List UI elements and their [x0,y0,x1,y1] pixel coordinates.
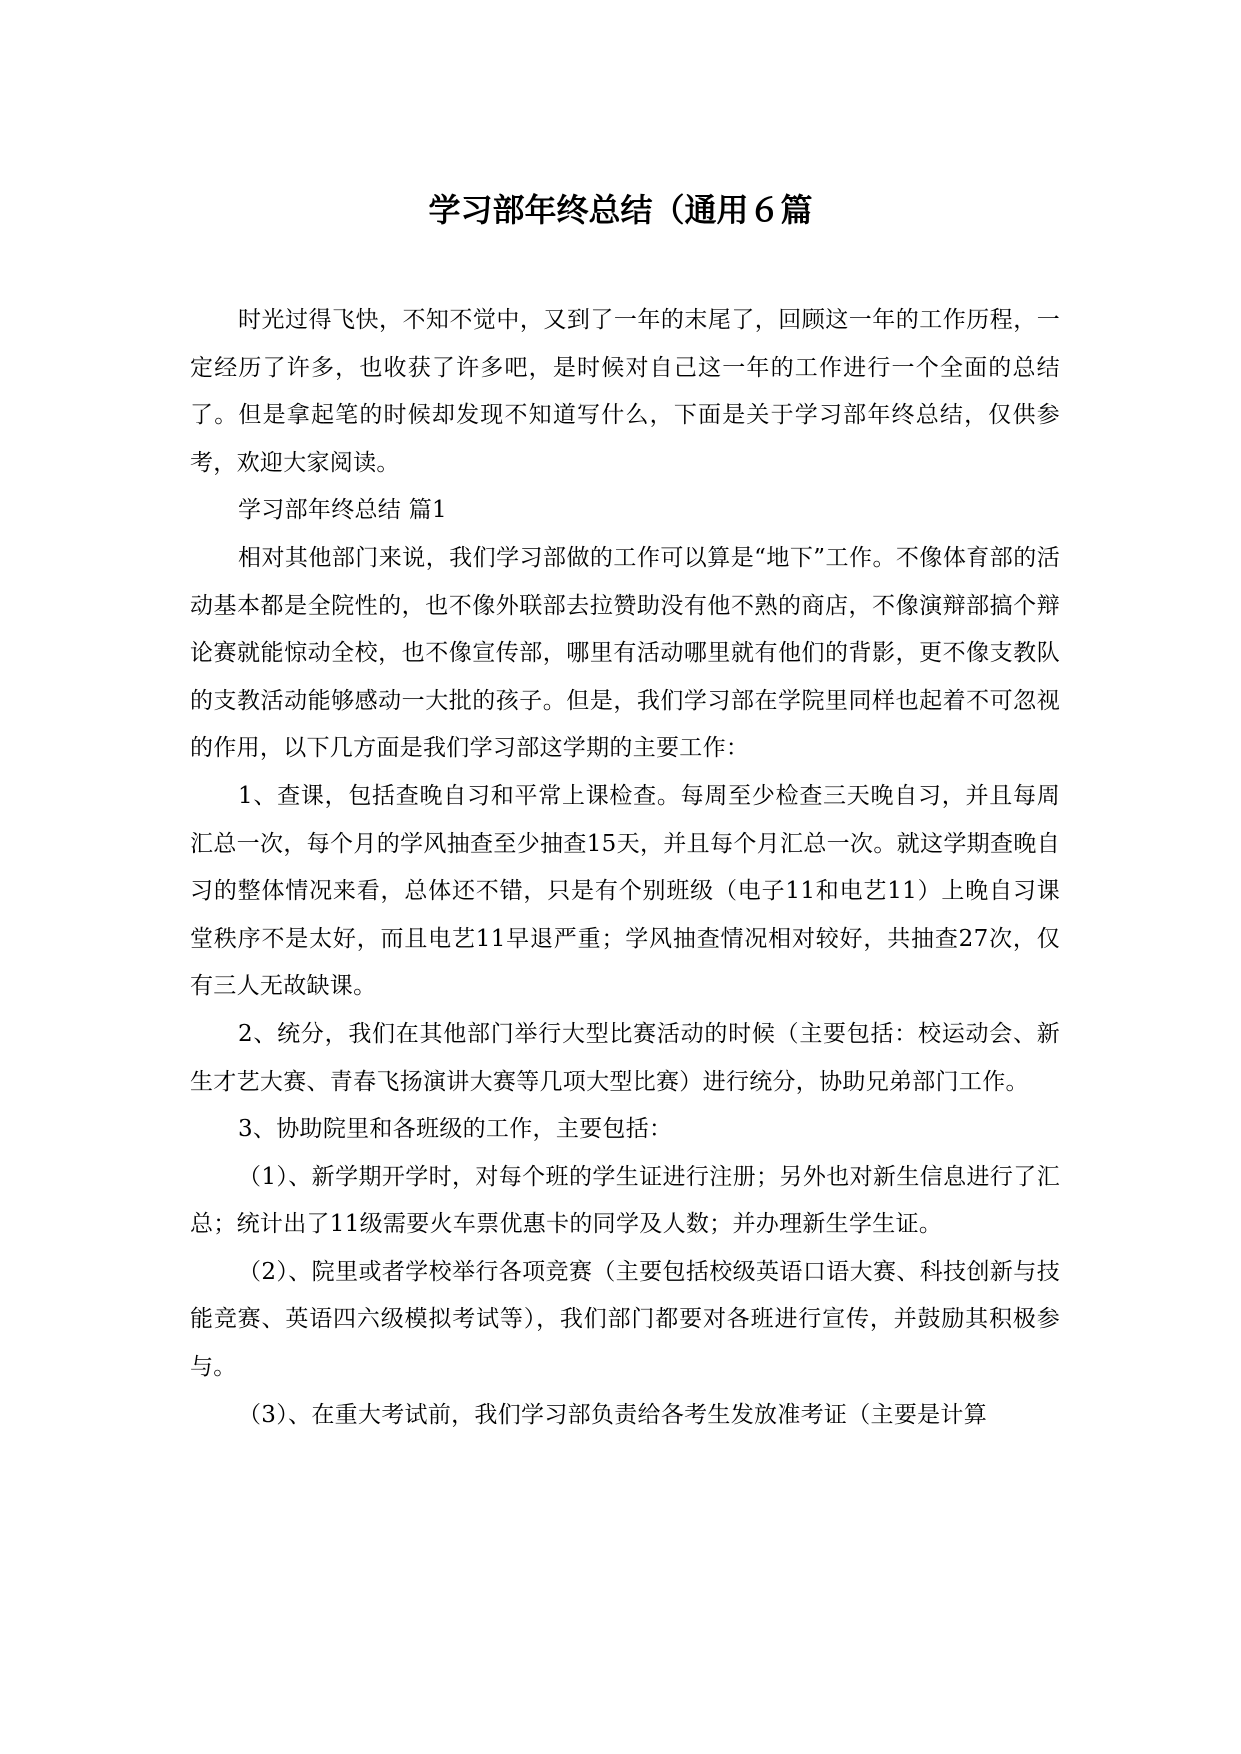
list-item: 3、协助院里和各班级的工作，主要包括： [238,1116,673,1143]
document-body [190,297,1060,1439]
document-title: 学习部年终总结（通用６篇 [428,191,813,229]
list-item: 1、查课，包括查晚自习和平常上课检查。每周至少检查三天晚自习，并且每周汇总一次，每个月的学风抽查至少抽查15天，并且每个月汇总一次。就这学期查晚自习的整体情况来看，总体还不错，只是有个别班级（电子11和电艺11）上晚自习课堂秩序不是太好，而且电艺11早退严重；学风抽查情况相对较好，共抽查27次，仅有三人无故缺课。 [190,782,1060,1000]
sub-list-item: （1）、新学期开学时，对每个班的学生证进行注册；另外也对新生信息进行了汇总；统计出了11级需要火车票优惠卡的同学及人数；并办理新生学生证。 [190,1163,1060,1238]
body-paragraph: 相对其他部门来说，我们学习部做的工作可以算是“地下”工作。不像体育部的活动基本都是全院性的，也不像外联部去拉赞助没有他不熟的商店，不像演辩部搞个辩论赛就能惊动全校，也不像宣传部，哪里有活动哪里就有他们的背影，更不像支教队的支教活动能够感动一大批的孩子。但是，我们学习部在学院里同样也起着不可忽视的作用，以下几方面是我们学习部这学期的主要工作： [190,544,1060,762]
sub-list-item: （3）、在重大考试前，我们学习部负责给各考生发放准考证（主要是计算 [238,1401,988,1428]
intro-paragraph: 时光过得飞快，不知不觉中，又到了一年的末尾了，回顾这一年的工作历程，一定经历了许多，也收获了许多吧，是时候对自己这一年的工作进行一个全面的总结了。但是拿起笔的时候却发现不知道写什么，下面是关于学习部年终总结，仅供参考，欢迎大家阅读。 [190,307,1060,476]
list-item: 2、统分，我们在其他部门举行大型比赛活动的时候（主要包括：校运动会、新生才艺大赛、青春飞扬演讲大赛等几项大型比赛）进行统分，协助兄弟部门工作。 [190,1020,1060,1095]
sub-list-item: （2）、院里或者学校举行各项竞赛（主要包括校级英语口语大赛、科技创新与技能竞赛、英语四六级模拟考试等），我们部门都要对各班进行宣传，并鼓励其积极参与。 [190,1258,1060,1381]
section-heading: 学习部年终总结 篇1 [238,497,447,524]
